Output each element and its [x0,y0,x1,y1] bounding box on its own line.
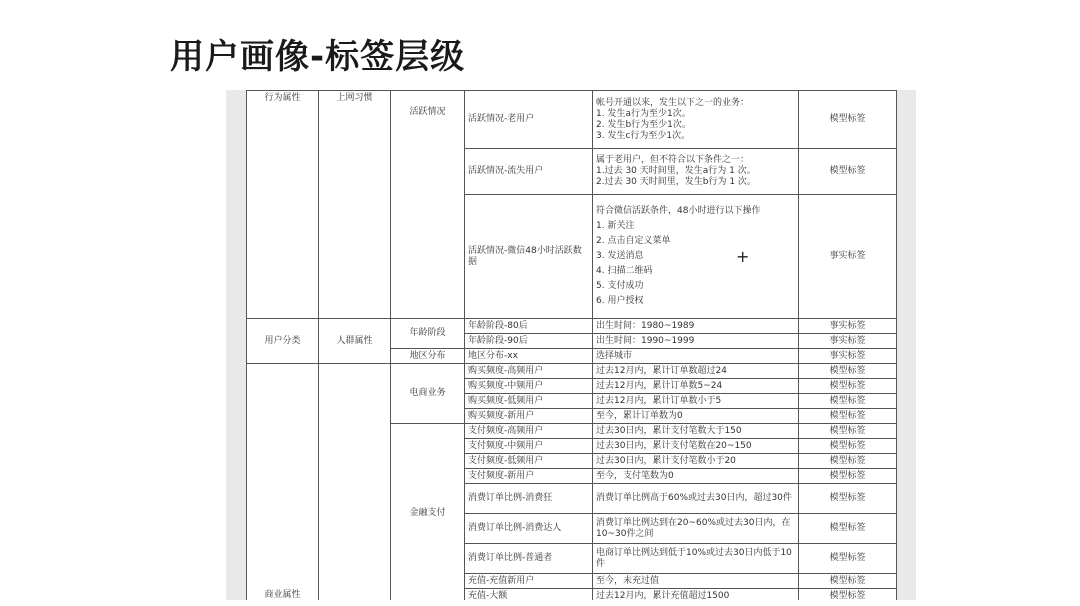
tag-cell: 购买频度-高频用户 [465,364,593,379]
rule-cell: 属于老用户，但不符合以下条件之一： 1.过去 30 天时间里，发生a行为 1 次。 2.过去 30 天时间里，发生b行为 1 次。 [593,149,799,195]
type-cell: 模型标签 [799,409,897,424]
rule-cell: 电商订单比例达到低于10%或过去30日内低于10件 [593,544,799,574]
level2-cell: 人群属性 [319,319,391,364]
tag-table-screenshot [226,90,916,600]
tag-table-sheet [246,90,896,600]
rule-cell: 过去30日内，累计支付笔数大于150 [593,424,799,439]
rule-cell: 至今，未充过值 [593,574,799,589]
rule-cell: 过去12月内，累计充值超过1500 [593,589,799,601]
type-cell: 事实标签 [799,349,897,364]
tag-cell: 年龄阶段-80后 [465,319,593,334]
rule-cell: 过去12月内，累计订单数超过24 [593,364,799,379]
rule-cell: 过去30日内，累计支付笔数在20~150 [593,439,799,454]
tag-cell: 消费订单比例-消费达人 [465,514,593,544]
type-cell: 模型标签 [799,484,897,514]
level3-cell: 金融支付 [391,424,465,601]
tag-cell: 购买频度-中频用户 [465,379,593,394]
rule-cell: 帐号开通以来，发生以下之一的业务： 1. 发生a行为至少1次。 2. 发生b行为至少1次。 3. 发生c行为至少1次。 [593,91,799,149]
level1-cell: 商业属性 [247,364,319,601]
table-row [247,319,897,334]
level3-cell: 活跃情况 [391,91,465,319]
tag-cell: 支付频度-中频用户 [465,439,593,454]
type-cell: 模型标签 [799,514,897,544]
tag-hierarchy-table [246,90,897,600]
type-cell: 模型标签 [799,424,897,439]
rule-cell: 出生时间：1980~1989 [593,319,799,334]
tag-cell: 支付频度-新用户 [465,469,593,484]
tag-cell: 购买频度-低频用户 [465,394,593,409]
type-cell: 模型标签 [799,379,897,394]
rule-cell: 过去30日内，累计支付笔数小于20 [593,454,799,469]
rule-cell: 过去12月内，累计订单数小于5 [593,394,799,409]
level3-cell: 年龄阶段 [391,319,465,349]
type-cell: 模型标签 [799,91,897,149]
level1-cell: 行为属性 [247,91,319,319]
table-row [247,91,897,149]
tag-cell: 充值-充值新用户 [465,574,593,589]
table-row [247,364,897,379]
level2-cell: 上网习惯 [319,91,391,319]
rule-cell: 至今，支付笔数为0 [593,469,799,484]
type-cell: 模型标签 [799,544,897,574]
crosshair-cursor-icon: + [736,247,750,266]
tag-cell: 支付频度-低频用户 [465,454,593,469]
type-cell: 模型标签 [799,394,897,409]
tag-cell: 消费订单比例-普通者 [465,544,593,574]
rule-cell: 过去12月内，累计订单数5~24 [593,379,799,394]
slide-title: 用户画像-标签层级 [170,37,466,77]
type-cell: 事实标签 [799,195,897,319]
type-cell: 模型标签 [799,454,897,469]
tag-cell: 活跃情况-微信48小时活跃数据 [465,195,593,319]
type-cell: 模型标签 [799,574,897,589]
tag-cell: 活跃情况-老用户 [465,91,593,149]
type-cell: 模型标签 [799,469,897,484]
tag-cell: 活跃情况-流失用户 [465,149,593,195]
tag-cell: 消费订单比例-消费狂 [465,484,593,514]
rule-cell: 消费订单比例达到在20~60%或过去30日内，在10~30件之间 [593,514,799,544]
tag-cell: 地区分布-xx [465,349,593,364]
type-cell: 模型标签 [799,149,897,195]
rule-cell: 出生时间：1990~1999 [593,334,799,349]
tag-cell: 支付频度-高频用户 [465,424,593,439]
tag-cell: 年龄阶段-90后 [465,334,593,349]
tag-cell: 购买频度-新用户 [465,409,593,424]
tag-cell: 充值-大额 [465,589,593,601]
type-cell: 事实标签 [799,334,897,349]
rule-cell: 符合微信活跃条件，48小时进行以下操作 1. 新关注 2. 点击自定义菜单 3. 发送消息 4. 扫描二维码 5. 支付成功 6. 用户授权 [593,195,799,319]
type-cell: 事实标签 [799,319,897,334]
rule-cell: 选择城市 [593,349,799,364]
level1-cell: 用户分类 [247,319,319,364]
level3-cell: 电商业务 [391,364,465,424]
level2-cell [319,364,391,601]
rule-cell: 消费订单比例高于60%或过去30日内，超过30件 [593,484,799,514]
rule-cell: 至今，累计订单数为0 [593,409,799,424]
type-cell: 模型标签 [799,439,897,454]
type-cell: 模型标签 [799,589,897,601]
level3-cell: 地区分布 [391,349,465,364]
type-cell: 模型标签 [799,364,897,379]
